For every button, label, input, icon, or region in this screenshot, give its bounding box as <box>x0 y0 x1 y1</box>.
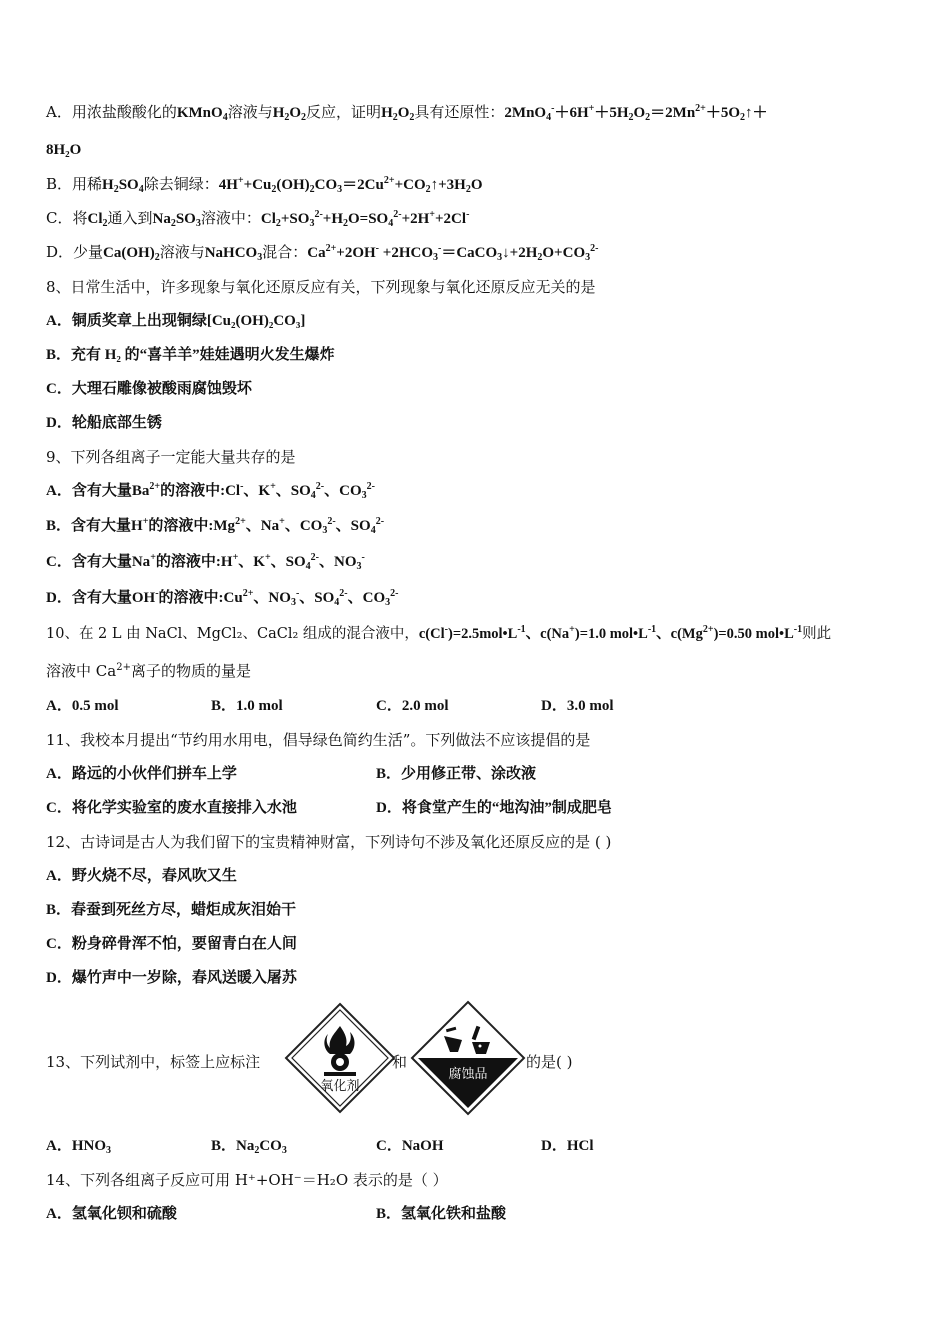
q14-option-a: A．氢氧化钡和硫酸 <box>46 1206 177 1222</box>
q7-d-text1: D．少量 <box>46 243 104 261</box>
q7-b-text1: B．用稀 <box>46 175 103 193</box>
q13-option-d: D．HCl <box>541 1138 594 1154</box>
q10-stem2-b: 离子的物质的量是 <box>130 662 251 680</box>
q10-stem-line1: 10、在 2 L 由 NaCl、MgCl₂、CaCl₂ 组成的混合液中，$c(Cl^-)=2.5mol•L^{-1}$、c(Na+)=1.0 $mol•L^{-1}$、$c(Mg^{2+})=0.50$ $mol•L^{-1}$则此 <box>46 624 832 642</box>
q14-stem: 14、下列各组离子反应可用 H⁺+OH⁻＝H₂O 表示的是（ ） <box>46 1171 448 1189</box>
q9-option-c: C．含有大量Na+的溶液中:H+、K+、$SO_4^{2-}$、$NO_3^-$ <box>46 552 365 572</box>
q7-a-text1: A．用浓盐酸酸化的 <box>46 103 177 121</box>
q10-stem-text: 10、在 2 L 由 NaCl、MgCl₂、CaCl₂ 组成的混合液中， <box>46 626 419 642</box>
q7-c-text2: 通入到 <box>107 209 153 227</box>
q12-option-c: C．粉身碎骨浑不怕，要留青白在人间 <box>46 936 297 952</box>
q10-stem-line2: 溶液中 $Ca^{2+}$离子的物质的量是 <box>46 662 251 680</box>
q7-b-text2: 除去铜绿： <box>143 175 219 193</box>
q9-c-mid: 的溶液中: <box>155 554 221 570</box>
q9-option-a: A．含有大量$Ba^{2+}$的溶液中:Cl-、K+、$SO_4^{2-}$、$CO_3^{2-}$ <box>46 481 375 501</box>
q13-option-a: A．$HNO_3$ <box>46 1138 112 1156</box>
q12-stem: 12、古诗词是古人为我们留下的宝贵精神财富，下列诗句不涉及氧化还原反应的是 ( ) <box>46 833 612 851</box>
q9-b-mid: 的溶液中: <box>148 518 214 534</box>
q7-option-c: C．将$Cl_2$通入到$Na_2SO_3$溶液中：$Cl_2+SO_3^{2-}+H_2O=SO_4^{2-}+2H^++2Cl^-$ <box>46 209 470 229</box>
oxidizer-label-icon <box>284 1002 396 1114</box>
q13-option-c: C．NaOH <box>376 1138 444 1154</box>
q9-c-text: C．含有大量 <box>46 554 132 570</box>
q7-option-a-cont: 8H₂O <box>46 142 82 158</box>
q11-stem: 11、我校本月提出“节约用水用电，倡导绿色简约生活”。下列做法不应该提倡的是 <box>46 731 591 749</box>
q7-d-text2: 溶液与 <box>159 243 205 261</box>
q7-option-d: D．少量$Ca(OH)_2$溶液与NaHCO$_3$混合：$Ca^{2+}+2OH^-$ $+2HCO_3^-=CaCO_3↓+2H_2O+CO_3^{2-}$ <box>46 243 599 263</box>
q7-c-text3: 溶液中： <box>200 209 261 227</box>
q9-stem: 9、下列各组离子一定能大量共存的是 <box>46 448 296 466</box>
oxidizer-label-text: 氧化剂 <box>320 1079 360 1094</box>
q7-a-text2: 溶液与 <box>227 103 273 121</box>
q7-d-text3: 混合： <box>262 243 308 261</box>
q9-a-text: A．含有大量 <box>46 483 132 499</box>
q7-option-b: B．用稀$H_2SO_4$除去铜绿：$4H^++Cu_2(OH)_2CO_3=2Cu^{2+}+CO_2↑+3H_2O$ <box>46 175 483 195</box>
q9-option-b: B．含有大量H+的溶液中$:Mg^{2+}$、Na+、$CO_3^{2-}$、$SO_4^{2-}$ <box>46 516 385 536</box>
corrosive-label-text: 腐蚀品 <box>448 1067 488 1082</box>
q10-option-d: D．3.0 mol <box>541 698 614 714</box>
q11-option-c: C．将化学实验室的废水直接排入水池 <box>46 800 297 816</box>
q9-d-text: D．含有大量 <box>46 590 132 606</box>
q7-option-a: A．用浓盐酸酸化的KMnO$_4$溶液与$H_2O_2$反应，证明$H_2O_2$具有还原性：$2MnO_4^-+6H^++5H_2O_2=2Mn^{2+}+5O_2↑+$ <box>46 103 768 123</box>
q14-option-b: B．氢氧化铁和盐酸 <box>376 1206 507 1222</box>
q9-a-mid: 的溶液中: <box>160 483 226 499</box>
q10-stem2-a: 溶液中 Ca <box>46 662 117 680</box>
q12-option-a: A．野火烧不尽，春风吹又生 <box>46 868 237 884</box>
q10-option-b: B．1.0 mol <box>211 698 283 714</box>
q7-a-text3: 反应，证明 <box>306 103 382 121</box>
q13-stem2: 的是( ) <box>526 1053 573 1071</box>
q11-option-a: A．路远的小伙伴们拼车上学 <box>46 766 237 782</box>
q9-d-mid: 的溶液中: <box>158 590 224 606</box>
q9-b-text: B．含有大量 <box>46 518 132 534</box>
q11-option-d: D．将食堂产生的“地沟油”制成肥皂 <box>376 800 612 816</box>
corrosive-label-icon <box>410 1000 526 1116</box>
q9-option-d: D．含有大量OH-的溶液中$:Cu^{2+}$、$NO_3^-$、$SO_4^{2-}$、$CO_3^{2-}$ <box>46 588 399 608</box>
q7-c-text1: C．将 <box>46 209 88 227</box>
q8-option-c: C．大理石雕像被酸雨腐蚀毁坏 <box>46 381 252 397</box>
q8-option-b: B．充有 H₂ 的“喜羊羊”娃娃遇明火发生爆炸 <box>46 347 335 363</box>
q8-option-d: D．轮船底部生锈 <box>46 415 162 431</box>
q13-option-b: B．$Na_2CO_3$ <box>211 1138 287 1156</box>
q7-a-text4: 具有还原性： <box>414 103 505 121</box>
q10-then: 则此 <box>802 626 832 642</box>
q10-option-a: A．0.5 mol <box>46 698 119 714</box>
q12-option-b: B．春蚕到死丝方尽，蜡炬成灰泪始干 <box>46 902 297 918</box>
q11-option-b: B．少用修正带、涂改液 <box>376 766 537 782</box>
q13-stem1: 13、下列试剂中，标签上应标注 <box>46 1053 261 1071</box>
q12-option-d: D．爆竹声中一岁除，春风送暖入屠苏 <box>46 970 297 986</box>
q8-option-a: A．铜质奖章上出现铜绿[Cu₂(OH)₂CO₃] <box>46 313 306 329</box>
q10-option-c: C．2.0 mol <box>376 698 449 714</box>
q8-stem: 8、日常生活中，许多现象与氧化还原反应有关，下列现象与氧化还原反应无关的是 <box>46 278 596 296</box>
q13-and: 和 <box>392 1053 408 1071</box>
